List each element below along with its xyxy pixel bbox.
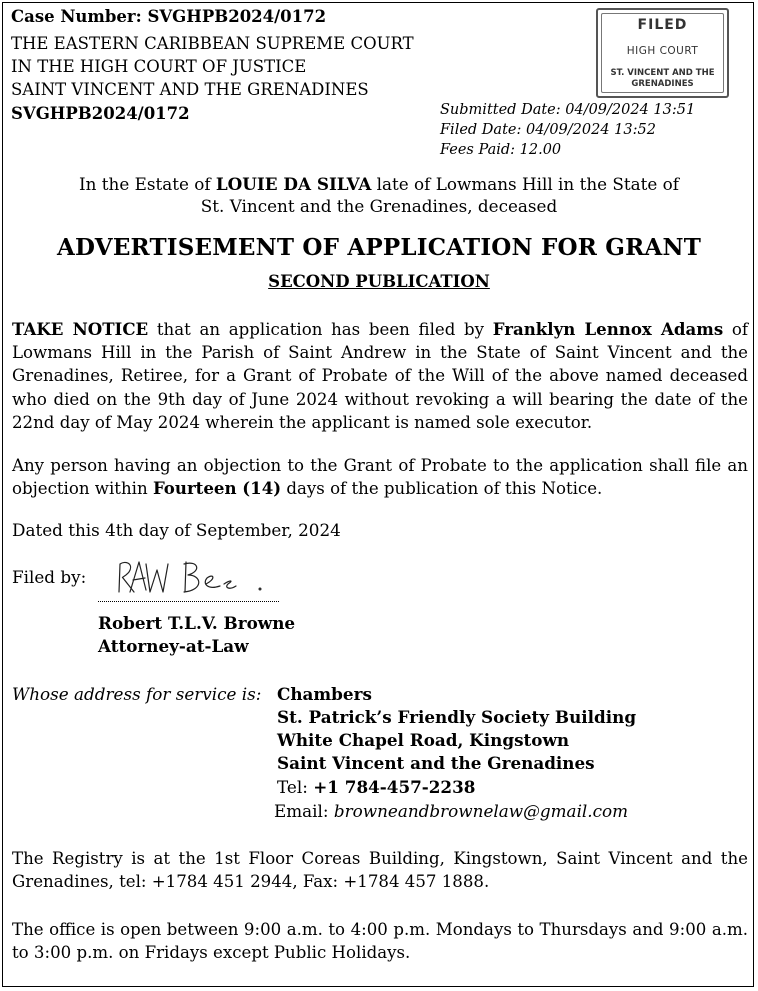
filed-date: Filed Date: 04/09/2024 13:52: [440, 122, 656, 138]
address-label: Whose address for service is:: [12, 684, 262, 704]
email-line: Email: browneandbrownelaw@gmail.com: [274, 801, 629, 821]
registry-paragraph: The Registry is at the 1st Floor Coreas Building, Kingstown, Saint Vincent and the Grenadines, tel: +1784 451 2944, Fax: +1784 457 1888.: [12, 849, 748, 892]
objection-paragraph: Any person having an objection to the Grant of Probate to the application shall file an objection within Fourteen (14) days of the publication of this Notice.: [12, 456, 748, 499]
office-hours-paragraph: The office is open between 9:00 a.m. to 4:00 p.m. Mondays to Thursdays and 9:00 a.m. to 3:00 p.m. on Fridays except Public Holidays.: [12, 920, 748, 963]
applicant-name: Franklyn Lennox Adams: [492, 319, 724, 339]
attorney-role: Attorney-at-Law: [98, 636, 249, 656]
court-jurisdiction: SAINT VINCENT AND THE GRENADINES: [11, 80, 369, 99]
objection-period: Fourteen (14): [152, 478, 282, 499]
stamp-court-text: HIGH COURT: [626, 45, 699, 57]
address-line-4: Saint Vincent and the Grenadines: [277, 753, 595, 773]
fees-paid: Fees Paid: 12.00: [440, 142, 562, 158]
address-line-1: Chambers: [277, 684, 372, 704]
estate-line: In the Estate of LOUIE DA SILVA late of Lowmans Hill in the State of: [79, 174, 679, 194]
address-line-2: St. Patrick’s Friendly Society Building: [277, 707, 637, 727]
stamp-filed-text: FILED: [637, 17, 688, 33]
court-name: THE EASTERN CARIBBEAN SUPREME COURT: [11, 34, 414, 53]
court-division: IN THE HIGH COURT OF JUSTICE: [11, 57, 307, 76]
publication-subtitle: SECOND PUBLICATION: [268, 272, 490, 291]
stamp-location-text: ST. VINCENT AND THE GRENADINES: [610, 68, 715, 89]
deceased-name: LOUIE DA SILVA: [215, 174, 372, 194]
attorney-name: Robert T.L.V. Browne: [98, 613, 296, 633]
document-title: ADVERTISEMENT OF APPLICATION FOR GRANT: [56, 234, 702, 261]
address-line-3: White Chapel Road, Kingstown: [277, 730, 570, 750]
attorney-signature: [112, 556, 272, 602]
submitted-date: Submitted Date: 04/09/2024 13:51: [440, 102, 696, 118]
dated-line: Dated this 4th day of September, 2024: [12, 520, 341, 540]
telephone-number: +1 784-457-2238: [313, 777, 476, 797]
case-number: Case Number: SVGHPB2024/0172: [11, 7, 327, 26]
filed-by-label: Filed by:: [12, 567, 87, 587]
telephone-line: Tel: +1 784-457-2238: [277, 777, 476, 797]
notice-paragraph: TAKE NOTICE that an application has been filed by Franklyn Lennox Adams of Lowmans Hill in the Parish of Saint Andrew in the State of Saint Vincent and the Grenadines, Retiree, for a Grant of Probate of the Will of the above named deceased who died on the 9th day of June 2024 without revoking a will bearing the date of the 22nd day of May 2024 wherein the applicant is named sole executor.: [12, 319, 748, 432]
email-address: browneandbrownelaw@gmail.com: [333, 801, 629, 821]
signature-line: [98, 601, 279, 602]
estate-line-2: St. Vincent and the Grenadines, deceased: [200, 196, 558, 216]
filed-stamp: [596, 8, 729, 98]
claim-number: SVGHPB2024/0172: [11, 104, 190, 123]
